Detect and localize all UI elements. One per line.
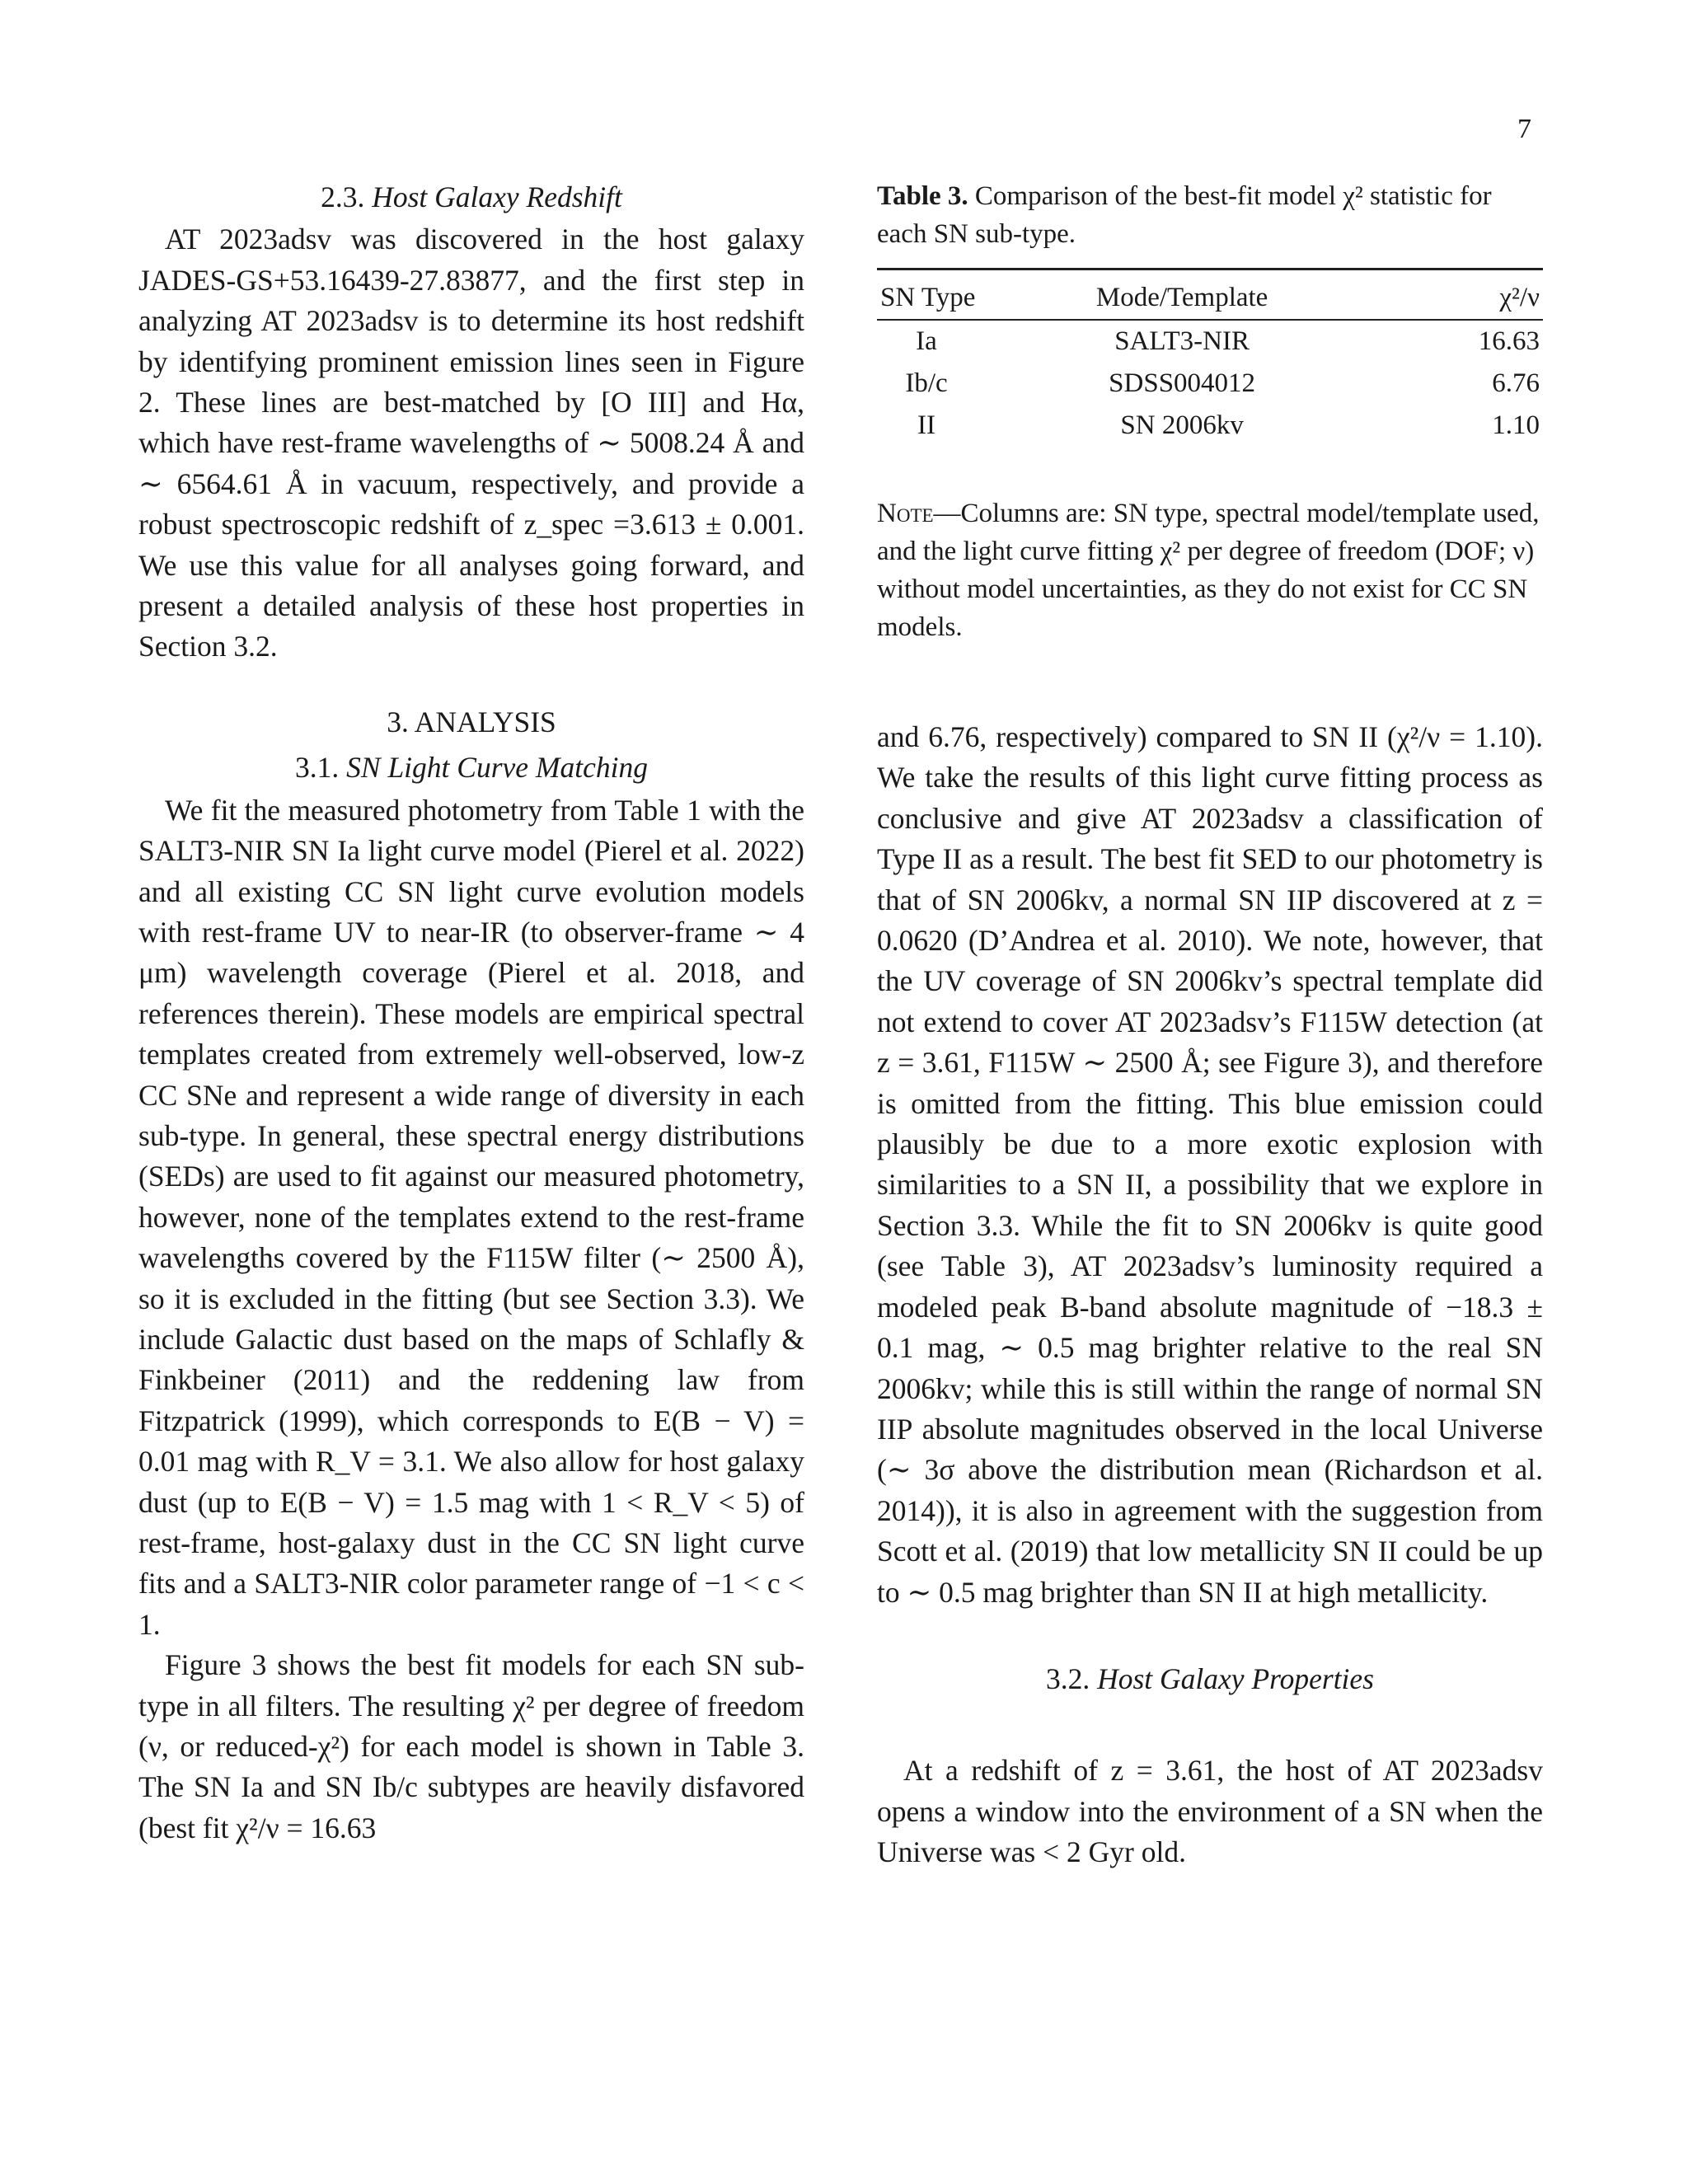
table-cell: 1.10 xyxy=(1492,410,1540,440)
table-note xyxy=(877,494,1543,646)
table-caption-text: Comparison of the best-fit model χ² statistic for each SN sub-type. xyxy=(877,181,1492,249)
paragraph-host-redshift: AT 2023adsv was discovered in the host galaxy JADES-GS+53.16439-27.83877, and the first step in analyzing AT 2023adsv is to determine its host redshift by identifying prominent emission lines seen in Figure 2. These lines are best-matched by [O III] and Hα, which have rest-frame wavelengths of ∼ 5008.24 Å and ∼ 6564.61 Å in vacuum, respectively, and provide a robust spectroscopic redshift of z_spec =3.613 ± 0.001. We use this value for all analyses going forward, and present a detailed analysis of these host properties in Section 3.2. xyxy=(138,223,804,663)
section-3-2-heading xyxy=(877,1659,1543,1699)
section-3-1-heading xyxy=(138,748,804,788)
table-cell: SDSS004012 xyxy=(1109,368,1256,398)
right-column xyxy=(877,177,1543,1873)
section-title: SN Light Curve Matching xyxy=(346,751,648,785)
table-header: Mode/Template xyxy=(976,269,1388,321)
table-header: χ²/ν xyxy=(1388,269,1543,321)
section-3-heading: 3. ANALYSIS xyxy=(387,705,556,738)
table-row xyxy=(877,405,1543,447)
table-cell: 16.63 xyxy=(1478,326,1540,356)
table-note-label: Note xyxy=(877,499,934,528)
left-column xyxy=(138,177,804,1849)
page-number: 7 xyxy=(1517,114,1531,144)
table-caption xyxy=(877,177,1543,253)
section-number: 3.1. xyxy=(295,751,340,785)
section-2-3-heading xyxy=(138,177,804,218)
section-title: Host Galaxy Redshift xyxy=(372,180,622,213)
table-cell: Ia xyxy=(916,326,937,356)
table-label: Table 3. xyxy=(877,181,968,211)
table-header-row xyxy=(877,269,1543,321)
paragraph-host-properties: At a redshift of z = 3.61, the host of AT 2023adsv opens a window into the environment of a SN when the Universe was < 2 Gyr old. xyxy=(877,1754,1543,1869)
table-cell: 6.76 xyxy=(1492,368,1540,398)
paragraph-fit-results: Figure 3 shows the best fit models for each SN sub-type in all filters. The resulting χ² per degree of freedom (ν, or reduced-χ²) for each model is shown in Table 3. The SN Ia and SN Ib/c subtypes are heavily disfavored (best fit χ²/ν = 16.63 xyxy=(138,1648,804,1844)
table-row xyxy=(877,320,1543,363)
table-cell: SALT3-NIR xyxy=(1114,326,1250,356)
table-header: SN Type xyxy=(877,269,976,321)
paragraph-classification: and 6.76, respectively) compared to SN II (χ²/ν = 1.10). We take the results of this light curve fitting process as conclusive and give AT 2023adsv a classification of Type II as a result. The best fit SED to our photometry is that of SN 2006kv, a normal SN IIP discovered at z = 0.0620 (D’Andrea et al. 2010). We note, however, that the UV coverage of SN 2006kv’s spectral template did not extend to cover AT 2023adsv’s F115W detection (at z = 3.61, F115W ∼ 2500 Å; see Figure 3), and therefore is omitted from the fitting. This blue emission could plausibly be due to a more exotic explosion with similarities to a SN II, a possibility that we explore in Section 3.3. While the fit to SN 2006kv is quite good (see Table 3), AT 2023adsv’s luminosity required a modeled peak B-band absolute magnitude of −18.3 ± 0.1 mag, ∼ 0.5 mag brighter relative to the real SN 2006kv; while this is still within the range of normal SN IIP absolute magnitudes observed in the local Universe (∼ 3σ above the distribution mean (Richardson et al. 2014)), it is also in agreement with the suggestion from Scott et al. (2019) that low metallicity SN II could be up to ∼ 0.5 mag brighter than SN II at high metallicity. xyxy=(877,720,1543,1609)
table-row xyxy=(877,363,1543,405)
table-note-text: —Columns are: SN type, spectral model/template used, and the light curve fitting χ² per degree of freedom (DOF; ν) without model uncertainties, as they do not exist for CC SN models. xyxy=(877,499,1540,642)
section-number: 3.2. xyxy=(1045,1661,1090,1695)
paragraph-lc-matching: We fit the measured photometry from Table 1 with the SALT3-NIR SN Ia light curve model (Pierel et al. 2022) and all existing CC SN light curve evolution models with rest-frame UV to near-IR (to observer-frame ∼ 4 μm) wavelength coverage (Pierel et al. 2018, and references therein). These models are empirical spectral templates created from extremely well-observed, low-z CC SNe and represent a wide range of diversity in each sub-type. In general, these spectral energy distributions (SEDs) are used to fit against our measured photometry, however, none of the templates extend to the rest-frame wavelengths covered by the F115W filter (∼ 2500 Å), so it is excluded in the fitting (but see Section 3.3). We include Galactic dust based on the maps of Schlafly & Finkbeiner (2011) and the reddening law from Fitzpatrick (1999), which corresponds to E(B − V) = 0.01 mag with R_V = 3.1. We also allow for host galaxy dust (up to E(B − V) = 1.5 mag with 1 < R_V < 5) of rest-frame, host-galaxy dust in the CC SN light curve fits and a SALT3-NIR color parameter range of −1 < c < 1. xyxy=(138,793,804,1641)
section-title: Host Galaxy Properties xyxy=(1097,1661,1374,1695)
table-cell: II xyxy=(917,410,935,440)
table-3 xyxy=(877,268,1543,447)
table-cell: SN 2006kv xyxy=(1120,410,1244,440)
section-number: 2.3. xyxy=(321,180,365,213)
table-cell: Ib/c xyxy=(905,368,948,398)
